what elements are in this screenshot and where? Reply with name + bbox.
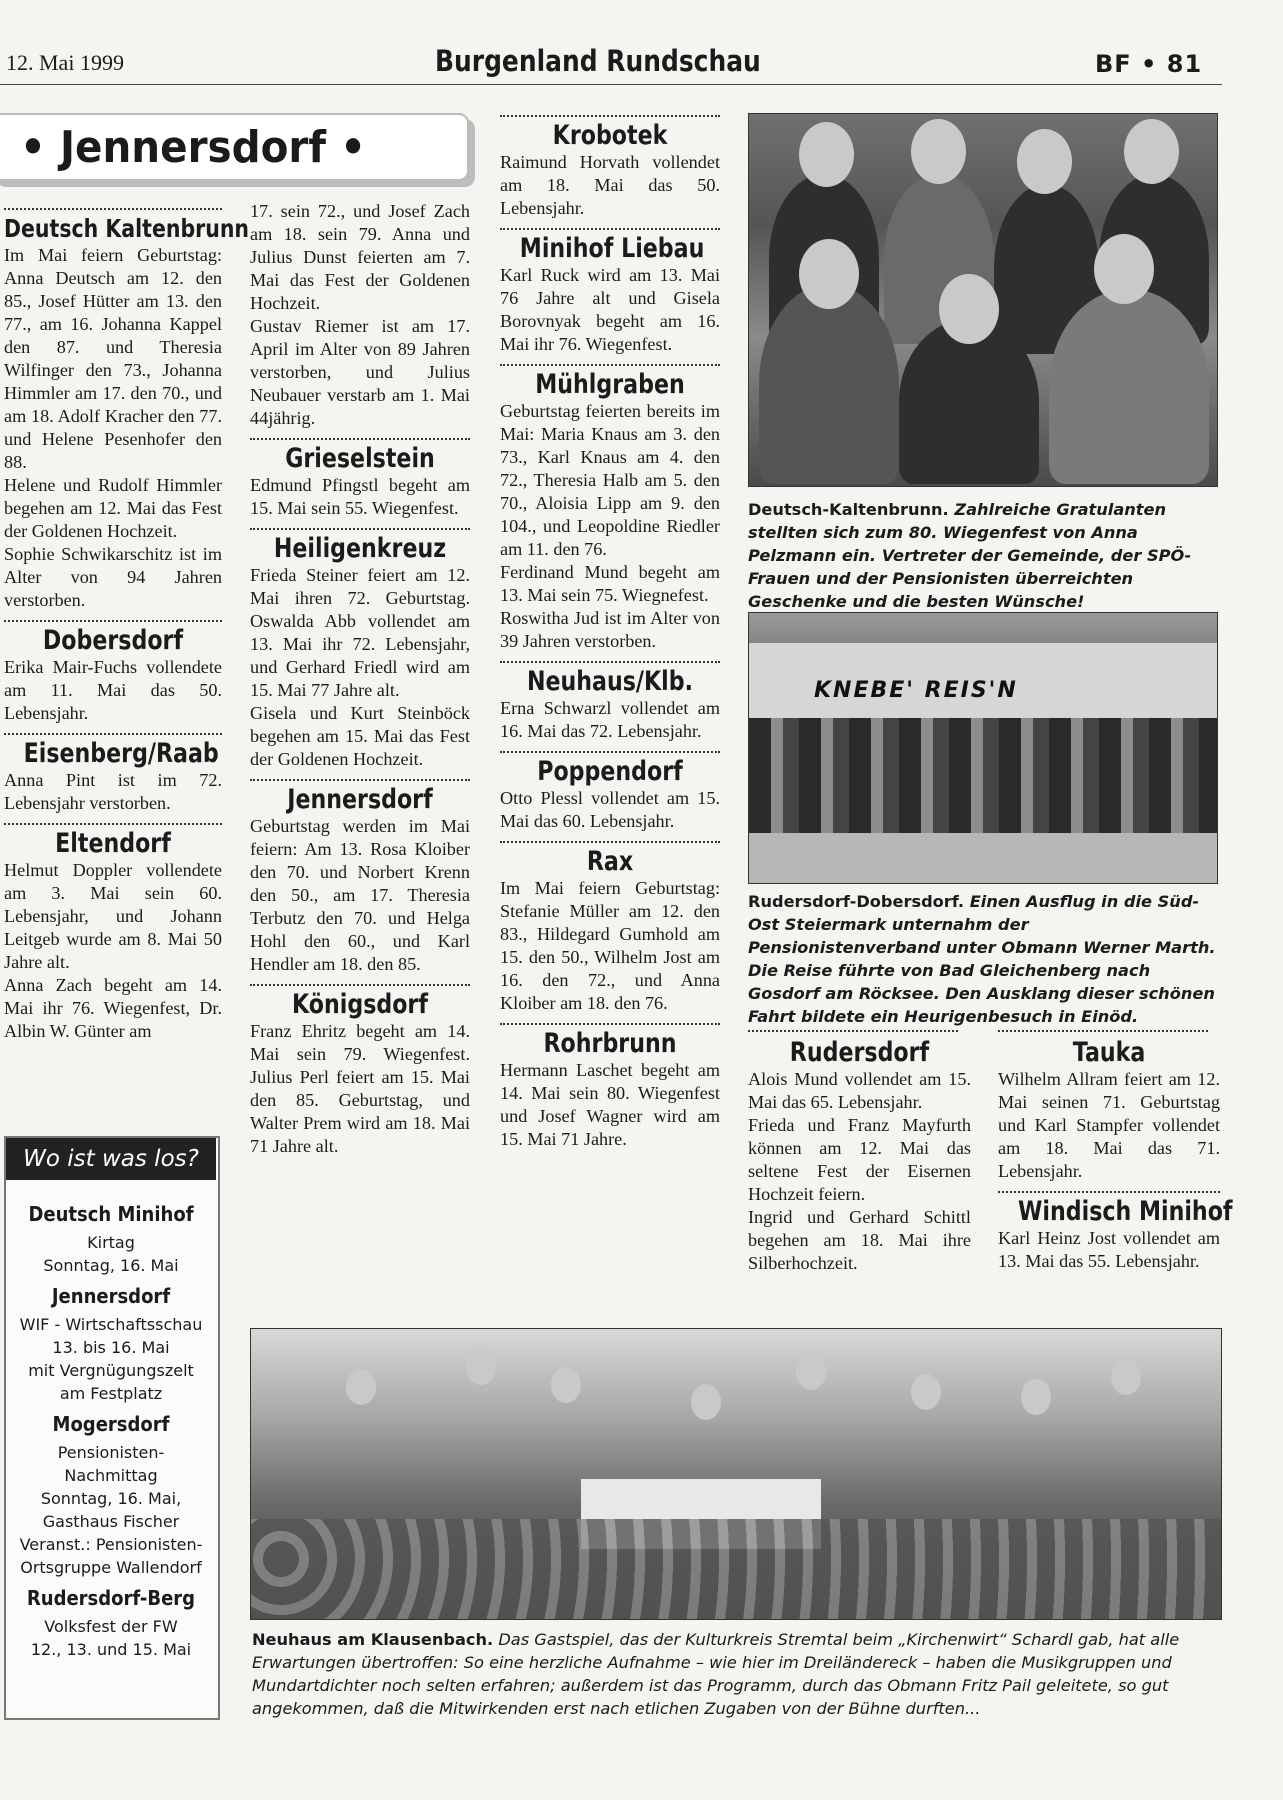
caption-place: Deutsch-Kaltenbrunn. xyxy=(748,500,949,519)
section-heading: Königsdorf xyxy=(292,989,428,1020)
event-detail: Sonntag, 16. Mai xyxy=(43,1256,179,1275)
issue-date: 12. Mai 1999 xyxy=(6,50,124,75)
divider xyxy=(4,733,222,735)
section-heading: Rohrbrunn xyxy=(543,1028,677,1059)
column-5 xyxy=(998,1030,1233,1273)
bus-sign: KNEBE' REIS'N xyxy=(814,678,1018,703)
header-rule xyxy=(0,84,1222,85)
caption-text: Einen Ausflug in die Süd-Ost Steiermark unternahm der Pensionistenverband unter Obmann Werner Marth. Die Reise führte von Bad Gleichenberg nach Gosdorf am Röcksee. Den Ausklang dieser schönen Fahrt bildete ein Heurigenbesuch in Einöd. xyxy=(748,892,1216,1026)
event-detail: Ortsgruppe Wallendorf xyxy=(20,1558,202,1577)
article-text: Otto Plessl vollendet am 15. Mai das 60. Lebensjahr. xyxy=(500,788,720,831)
newspaper-title: Burgenland Rundschau xyxy=(435,44,761,78)
event-detail: Volksfest der FW xyxy=(44,1617,178,1636)
page-number: BF • 81 xyxy=(1095,50,1203,78)
divider xyxy=(500,1023,720,1025)
divider xyxy=(500,841,720,843)
column-1 xyxy=(4,200,250,1043)
article-text: Raimund Horvath vollendet am 18. Mai das 50. Lebensjahr. xyxy=(500,152,720,218)
section-heading: Rax xyxy=(586,846,634,877)
section-heading: Jennersdorf xyxy=(287,784,433,815)
section-heading: Tauka xyxy=(1072,1037,1146,1068)
divider xyxy=(500,364,720,366)
divider xyxy=(998,1191,1220,1193)
section-heading: Eltendorf xyxy=(55,828,171,859)
photo-deutsch-kaltenbrunn xyxy=(748,113,1218,487)
divider xyxy=(250,438,470,440)
section-heading: Rudersdorf xyxy=(789,1037,930,1068)
section-heading: Dobersdorf xyxy=(42,625,184,656)
photo-rudersdorf-dobersdorf xyxy=(748,612,1218,884)
divider xyxy=(4,208,222,210)
section-heading: Krobotek xyxy=(552,120,668,151)
section-heading: Heiligenkreuz xyxy=(273,533,447,564)
article-text: Roswitha Jud ist im Alter von 39 Jahren verstorben. xyxy=(500,608,720,651)
article-text: Geburtstag werden im Mai feiern: Am 13. Rosa Kloiber den 70. und Norbert Krenn den 50., am 17. Theresia Terbutz den 70. und Helga Hohl den 60., und Karl Hendler am 18. den 85. xyxy=(250,816,470,974)
article-text: Erika Mair-Fuchs vollendete am 11. Mai das 50. Lebensjahr. xyxy=(4,657,222,723)
divider xyxy=(4,620,222,622)
divider xyxy=(250,779,470,781)
events-box-title: Wo ist was los? xyxy=(6,1138,216,1180)
event-detail: Gasthaus Fischer xyxy=(42,1512,180,1531)
caption-place: Rudersdorf-Dobersdorf. xyxy=(748,892,965,911)
article-text: Ingrid und Gerhard Schittl begehen am 18. Mai ihre Silberhochzeit. xyxy=(748,1207,971,1273)
photo-caption xyxy=(252,1628,1220,1720)
event-place: Deutsch Minihof xyxy=(28,1202,194,1226)
article-text: Gisela und Kurt Steinböck begehen am 15. Mai das Fest der Goldenen Hochzeit. xyxy=(250,703,470,769)
article-text: Franz Ehritz begeht am 14. Mai sein 79. Wiegenfest. Julius Perl feiert am 15. Mai den 85. Geburtstag, und Walter Prem wird am 18. Mai 71 Jahre alt. xyxy=(250,1021,470,1156)
article-text: Karl Heinz Jost vollendet am 13. Mai das 55. Lebensjahr. xyxy=(998,1228,1220,1271)
divider xyxy=(250,984,470,986)
divider xyxy=(250,528,470,530)
event-detail: 13. bis 16. Mai xyxy=(52,1338,170,1357)
article-text: Im Mai feiern Geburtstag: Anna Deutsch am 12. den 85., Josef Hütter am 13. den 77., am 16. Johanna Kappel den 87. und Theresia Wilfinger den 73., Johanna Himmler am 17. den 70., und am 18. Adolf Kracher den 77. und Helene Pesenhofer den 88. xyxy=(4,245,222,472)
article-text: 17. sein 72., und Josef Zach am 18. sein 79. Anna und Julius Dunst feierten am 7. Mai das Fest der Goldenen Hochzeit. xyxy=(250,201,470,313)
event-detail: Nachmittag xyxy=(64,1466,158,1485)
photo-caption xyxy=(748,498,1220,613)
column-2 xyxy=(250,200,470,1158)
article-text: Erna Schwarzl vollendet am 16. Mai das 72. Lebensjahr. xyxy=(500,698,720,741)
event-place: Mogersdorf xyxy=(52,1412,170,1436)
article-text: Frieda Steiner feiert am 12. Mai ihren 72. Geburtstag. Oswalda Abb vollendet am 13. Mai ihr 72. Lebensjahr, und Gerhard Friedl wird am 15. Mai 77 Jahre alt. xyxy=(250,565,470,700)
article-text: Ferdinand Mund begeht am 13. Mai sein 75. Wiegnefest. xyxy=(500,562,720,605)
article-text: Gustav Riemer ist am 17. April im Alter von 89 Jahren verstorben, und Julius Neubauer verstarb am 1. Mai 44jährig. xyxy=(250,316,470,428)
caption-text: Zahlreiche Gratulanten stellten sich zum 80. Wiegenfest von Anna Pelzmann ein. Vertreter der Gemeinde, der SPÖ-Frauen und der Pensionisten überreichten Geschenke und die besten Wünsche! xyxy=(748,500,1192,611)
divider xyxy=(500,115,720,117)
section-banner-title: • Jennersdorf • xyxy=(20,122,366,173)
event-detail: 12., 13. und 15. Mai xyxy=(30,1640,192,1659)
photo-caption xyxy=(748,890,1220,1028)
article-text: Im Mai feiern Geburtstag: Stefanie Müller am 12. den 83., Hildegard Gumhold am 15. den 50., Wilhelm Jost am 16. den 72., und Anna Kloiber am 18. den 76. xyxy=(500,878,720,1013)
section-heading: Minihof Liebau xyxy=(519,233,705,264)
section-heading: Grieselstein xyxy=(285,443,435,474)
divider xyxy=(500,228,720,230)
event-place: Rudersdorf-Berg xyxy=(26,1586,196,1610)
article-text: Helene und Rudolf Himmler begehen am 12. Mai das Fest der Goldenen Hochzeit. xyxy=(4,475,222,541)
article-text: Anna Zach begeht am 14. Mai ihr 76. Wiegenfest, Dr. Albin W. Günter am xyxy=(4,975,222,1041)
event-detail: Veranst.: Pensionisten- xyxy=(19,1535,203,1554)
caption-text: Das Gastspiel, das der Kulturkreis Stremtal beim „Kirchenwirt“ Schardl gab, hat alle Erwartungen übertroffen: So eine herzliche Aufnahme – wie hier im Dreiländereck – haben die Musikgruppen und Mundartdichter noch selten erfahren; außerdem ist das Programm, durch das Obmann Fritz Pail geleitete, so gut angekommen, daß die Mitwirkenden erst nach etlichen Zugaben von der Bühne durften... xyxy=(252,1630,1180,1718)
event-place: Jennersdorf xyxy=(51,1284,171,1308)
article-text: Wilhelm Allram feiert am 12. Mai seinen 71. Geburtstag und Karl Stampfer vollendet am 18. Mai das 71. Lebensjahr. xyxy=(998,1069,1220,1181)
section-heading: Eisenberg/Raab xyxy=(23,738,219,769)
event-detail: am Festplatz xyxy=(59,1384,163,1403)
section-heading: Neuhaus/Klb. xyxy=(526,666,694,697)
column-3 xyxy=(500,115,720,1151)
divider xyxy=(500,751,720,753)
event-detail: Sonntag, 16. Mai, xyxy=(40,1489,182,1508)
article-text: Edmund Pfingstl begeht am 15. Mai sein 55. Wiegenfest. xyxy=(250,475,470,518)
section-heading: Poppendorf xyxy=(537,756,683,787)
section-heading: Windisch Minihof xyxy=(1017,1196,1233,1227)
divider xyxy=(4,823,222,825)
event-detail: Pensionisten- xyxy=(57,1443,165,1462)
article-text: Frieda und Franz Mayfurth können am 12. Mai das seltene Fest der Eisernen Hochzeit feiern. xyxy=(748,1115,971,1204)
photo-neuhaus-am-klausenbach xyxy=(250,1328,1222,1620)
column-4 xyxy=(748,1030,971,1275)
event-detail: WIF - Wirtschaftsschau xyxy=(19,1315,203,1334)
article-text: Alois Mund vollendet am 15. Mai das 65. Lebensjahr. xyxy=(748,1069,971,1112)
article-text: Hermann Laschet begeht am 14. Mai sein 80. Wiegenfest und Josef Wagner wird am 15. Mai 71 Jahre. xyxy=(500,1060,720,1149)
divider xyxy=(998,1030,1208,1032)
section-heading: Mühlgraben xyxy=(535,369,685,400)
article-text: Karl Ruck wird am 13. Mai 76 Jahre alt und Gisela Borovnyak begeht am 16. Mai ihr 76. Wiegenfest. xyxy=(500,265,720,354)
events-list xyxy=(6,1195,216,1661)
article-text: Sophie Schwikarschitz ist im Alter von 94 Jahren verstorben. xyxy=(4,544,222,610)
article-text: Helmut Doppler vollendete am 3. Mai sein 60. Lebensjahr, und Johann Leitgeb wurde am 8. Mai 50 Jahre alt. xyxy=(4,860,222,972)
article-text: Anna Pint ist im 72. Lebensjahr verstorben. xyxy=(4,770,222,813)
event-detail: mit Vergnügungszelt xyxy=(28,1361,194,1380)
event-detail: Kirtag xyxy=(87,1233,135,1252)
divider xyxy=(500,661,720,663)
section-heading: Deutsch Kaltenbrunn xyxy=(4,214,250,243)
divider xyxy=(748,1030,958,1032)
caption-place: Neuhaus am Klausenbach. xyxy=(252,1630,494,1649)
article-text: Geburtstag feierten bereits im Mai: Maria Knaus am 3. den 73., Karl Knaus am 4. den 72., Theresia Halb am 5. den 70., Aloisia Lipp am 9. den 104., und Leopoldine Riedler am 11. den 76. xyxy=(500,401,720,559)
